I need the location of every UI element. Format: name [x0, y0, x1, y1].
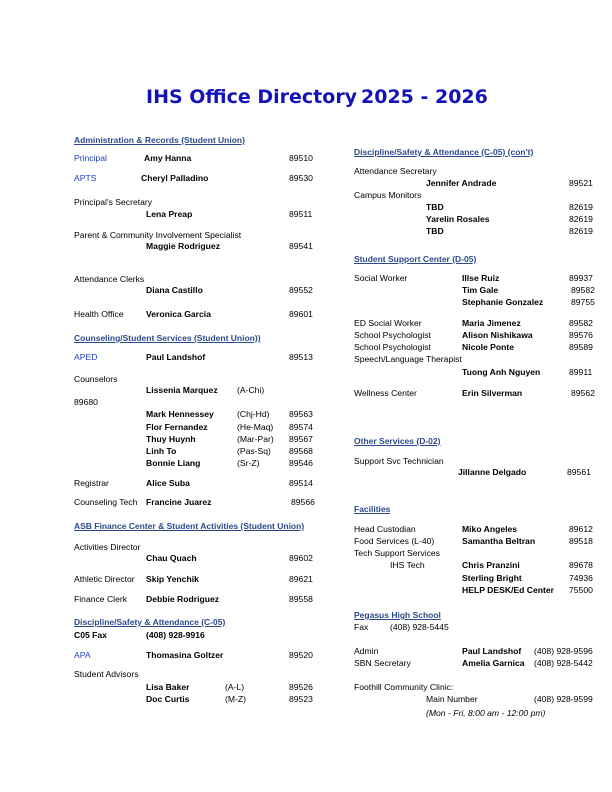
section-heading-counseling: Counseling/Student Services (Student Union)): [74, 333, 261, 343]
name-apts: Cheryl Palladino: [141, 173, 209, 183]
ext-attendance-secretary: 89521: [569, 178, 593, 188]
social-worker-name: Stephanie Gonzalez: [462, 297, 544, 307]
name-speech-therapist: Tuong Anh Nguyen: [462, 367, 541, 377]
name-athletic-director: Skip Yenchik: [146, 574, 199, 584]
ext-principal: 89510: [289, 153, 313, 163]
monitor-ext: 82619: [569, 226, 593, 236]
name-attendance: Diana Castillo: [146, 285, 203, 295]
ext-apa: 89520: [289, 650, 313, 660]
ext-registrar: 89514: [289, 478, 313, 488]
ext-head-custodian: 89612: [569, 524, 593, 534]
counselor-name: Linh To: [146, 446, 177, 456]
ext-aped: 89513: [289, 352, 313, 362]
role-health: Health Office: [74, 309, 124, 319]
tech-name: Chris Pranzini: [462, 560, 520, 570]
social-worker-name: Illse Ruiz: [462, 273, 500, 283]
name-secretary: Lena Preap: [146, 209, 193, 219]
role-activities-director: Activities Director: [74, 542, 141, 552]
role-principal: Principal: [74, 153, 107, 163]
monitor-ext: 82619: [569, 214, 593, 224]
ext-school-psychologist: 89576: [569, 330, 593, 340]
counselor-range: (Pas-Sq): [237, 446, 271, 456]
counselor-name: Thuy Huynh: [146, 434, 196, 444]
social-worker-ext: 89582: [571, 285, 595, 295]
ext-parent-liaison: 89541: [289, 241, 313, 251]
name-ed-social-worker: Maria Jimenez: [462, 318, 521, 328]
role-apts: APTS: [74, 173, 97, 183]
tech-support-label: Tech Support Services: [354, 548, 440, 558]
name-school-psychologist: Alison Nishikawa: [462, 330, 533, 340]
pegasus-fax-label: Fax: [354, 622, 369, 632]
phone-sbn-secretary: (408) 928-5442: [534, 658, 593, 668]
name-health: Veronica Garcia: [146, 309, 211, 319]
ext-speech-therapist: 89911: [569, 367, 593, 377]
section-heading-ssc: Student Support Center (D-05): [354, 254, 477, 264]
monitor-name: Yarelin Rosales: [426, 214, 490, 224]
role-secretary: Principal's Secretary: [74, 197, 153, 207]
role-apa: APA: [74, 650, 91, 660]
name-support-tech: Jillanne Delgado: [458, 467, 527, 477]
advisor-range: (M-Z): [225, 694, 246, 704]
name-parent-liaison: Maggie Rodriguez: [146, 241, 221, 251]
ext-athletic-director: 89621: [289, 574, 313, 584]
name-apa: Thomasina Goltzer: [146, 650, 224, 660]
social-worker-label: Social Worker: [354, 273, 408, 283]
monitor-name: TBD: [426, 202, 444, 212]
fax-number-c05: (408) 928-9916: [146, 630, 205, 640]
ext-support-tech: 89561: [567, 467, 591, 477]
fax-label-c05: C05 Fax: [74, 630, 107, 640]
counselors-label: Counselors: [74, 374, 118, 384]
ext-wellness-center: 89562: [571, 388, 595, 398]
name-sbn-secretary: Amelia Garnica: [462, 658, 525, 668]
clinic-hours: (Mon - Fri, 8:00 am - 12:00 pm): [426, 708, 546, 718]
counselor-range: (Chj-Hd): [237, 409, 270, 419]
ext-ed-social-worker: 89582: [569, 318, 593, 328]
ext-apts: 89530: [289, 173, 313, 183]
ext-health: 89601: [289, 309, 313, 319]
role-pegasus-admin: Admin: [354, 646, 379, 656]
advisor-ext: 89526: [289, 682, 313, 692]
role-athletic-director: Athletic Director: [74, 574, 135, 584]
support-tech-label: Support Svc Technician: [354, 456, 444, 466]
attendance-secretary-label: Attendance Secretary: [354, 166, 437, 176]
ext-finance-clerk: 89558: [289, 594, 313, 604]
role-attendance: Attendance Clerks: [74, 274, 145, 284]
name-aped: Paul Landshof: [146, 352, 206, 362]
role-finance-clerk: Finance Clerk: [74, 594, 128, 604]
counselor-range: (A-Chi): [237, 385, 265, 395]
ext-counseling-tech: 89566: [291, 497, 315, 507]
tech-ext: 74936: [569, 573, 593, 583]
advisor-name: Doc Curtis: [146, 694, 190, 704]
counselor-name: Lissenia Marquez: [146, 385, 218, 395]
name-registrar: Alice Suba: [146, 478, 190, 488]
title-text: IHS Office Directory: [146, 86, 358, 108]
role-parent-liaison: Parent & Community Involvement Specialist: [74, 230, 242, 240]
section-heading-asb: ASB Finance Center & Student Activities (Student Union): [74, 521, 305, 531]
tech-name: Sterling Bright: [462, 573, 522, 583]
counselor-ext: 89568: [289, 446, 313, 456]
role-wellness-center: Wellness Center: [354, 388, 417, 398]
counselor-name: Flor Fernandez: [146, 422, 208, 432]
section-heading-pegasus: Pegasus High School: [354, 610, 441, 620]
ext-attendance: 89552: [289, 285, 313, 295]
role-sbn-secretary: SBN Secretary: [354, 658, 411, 668]
name-school-psychologist: Nicole Ponte: [462, 342, 515, 352]
campus-monitors-label: Campus Monitors: [354, 190, 422, 200]
ext-activities-director: 89602: [289, 553, 313, 563]
role-food-services: Food Services (L-40): [354, 536, 435, 546]
ext-school-psychologist: 89589: [569, 342, 593, 352]
page-title: [146, 86, 488, 108]
ext-food-services: 89518: [569, 536, 593, 546]
student-advisors-label: Student Advisors: [74, 669, 139, 679]
counselor-range: (He-Maq): [237, 422, 274, 432]
role-head-custodian: Head Custodian: [354, 524, 416, 534]
tech-name: HELP DESK/Ed Center: [462, 585, 555, 595]
name-principal: Amy Hanna: [144, 153, 192, 163]
social-worker-name: Tim Gale: [462, 285, 499, 295]
speech-therapist-label: Speech/Language Therapist: [354, 354, 462, 364]
monitor-name: TBD: [426, 226, 444, 236]
counselor-range: (Mar-Par): [237, 434, 274, 444]
role-registrar: Registrar: [74, 478, 109, 488]
pegasus-fax-number: (408) 928-5445: [390, 622, 449, 632]
phone-pegasus-admin: (408) 928-9596: [534, 646, 593, 656]
section-heading-admin: Administration & Records (Student Union): [74, 135, 245, 145]
counselor-ext: 89563: [289, 409, 313, 419]
counselor-ext: 89574: [289, 422, 313, 432]
advisor-ext: 89523: [289, 694, 313, 704]
section-heading-facilities: Facilities: [354, 504, 391, 514]
role-school-psychologist: School Psychologist: [354, 330, 431, 340]
clinic-main-label: Main Number: [426, 694, 478, 704]
section-heading-other-services: Other Services (D-02): [354, 436, 441, 446]
role-aped: APED: [74, 352, 98, 362]
ihs-tech-label: IHS Tech: [390, 560, 425, 570]
role-school-psychologist: School Psychologist: [354, 342, 431, 352]
name-attendance-secretary: Jennifer Andrade: [426, 178, 497, 188]
social-worker-ext: 89937: [569, 273, 593, 283]
school-year: 2025 - 2026: [361, 86, 488, 108]
ext-secretary: 89511: [289, 209, 313, 219]
name-activities-director: Chau Quach: [146, 553, 197, 563]
advisor-name: Lisa Baker: [146, 682, 190, 692]
name-pegasus-admin: Paul Landshof: [462, 646, 522, 656]
clinic-main-phone: (408) 928-9599: [534, 694, 593, 704]
name-finance-clerk: Debbie Rodriguez: [146, 594, 220, 604]
name-head-custodian: Miko Angeles: [462, 524, 518, 534]
clinic-heading: Foothill Community Clinic:: [354, 682, 454, 692]
name-food-services: Samantha Beltran: [462, 536, 536, 546]
social-worker-ext: 89755: [571, 297, 595, 307]
counselor-range: (Sr-Z): [237, 458, 260, 468]
name-wellness-center: Erin Silverman: [462, 388, 523, 398]
advisor-range: (A-L): [225, 682, 245, 692]
name-counseling-tech: Francine Juarez: [146, 497, 212, 507]
counselor-ext: 89546: [289, 458, 313, 468]
section-heading-discipline-cont: Discipline/Safety & Attendance (C-05) (con't): [354, 147, 534, 157]
section-heading-discipline: Discipline/Safety & Attendance (C-05): [74, 617, 226, 627]
counselor-stray-ext: 89680: [74, 397, 98, 407]
counselor-name: Bonnie Liang: [146, 458, 201, 468]
role-ed-social-worker: ED Social Worker: [354, 318, 422, 328]
tech-ext: 89678: [569, 560, 593, 570]
counselor-ext: 89567: [289, 434, 313, 444]
tech-ext: 75500: [569, 585, 593, 595]
counselor-name: Mark Hennessey: [146, 409, 214, 419]
role-counseling-tech: Counseling Tech: [74, 497, 138, 507]
monitor-ext: 82619: [569, 202, 593, 212]
